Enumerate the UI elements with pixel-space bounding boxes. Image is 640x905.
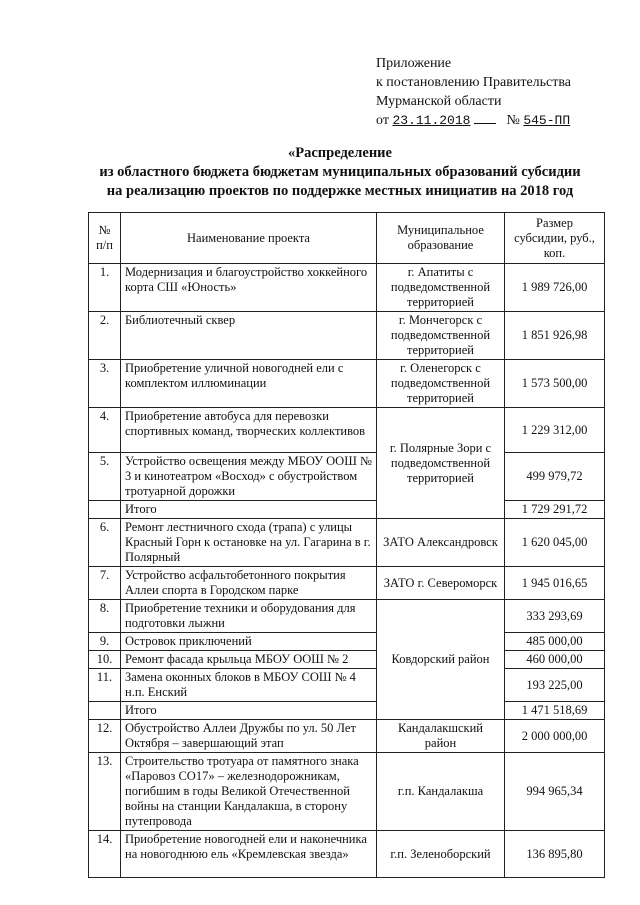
row-amount: 136 895,80 [505, 831, 605, 878]
row-name: Устройство асфальтобетонного покрытия Аллеи спорта в Городском парке [121, 567, 377, 600]
row-amount: 1 229 312,00 [505, 408, 605, 453]
row-amount: 499 979,72 [505, 453, 605, 501]
row-num [89, 501, 121, 519]
appendix-line-1: Приложение [376, 56, 452, 71]
row-num: 9. [89, 633, 121, 651]
row-amount: 994 965,34 [505, 753, 605, 831]
table-row [89, 753, 605, 831]
row-num [89, 702, 121, 720]
table-row [89, 720, 605, 753]
row-name: Обустройство Аллеи Дружбы по ул. 50 Лет Октября – завершающий этап [121, 720, 377, 753]
appendix-line-2: к постановлению Правительства [376, 75, 572, 90]
row-amount: 460 000,00 [505, 651, 605, 669]
table-header-row [89, 213, 605, 264]
row-municipality: г. Мончегорск с подведомственной территорией [377, 312, 505, 360]
row-name: Модернизация и благоустройство хоккейного корта СШ «Юность» [121, 264, 377, 312]
title-line-2: из областного бюджета бюджетам муниципальных образований субсидии [99, 164, 581, 180]
subsidy-table [88, 212, 605, 878]
row-num: 8. [89, 600, 121, 633]
row-municipality: Кандалакшский район [377, 720, 505, 753]
row-num: 7. [89, 567, 121, 600]
table-row [89, 453, 605, 501]
row-name: Итого [121, 501, 377, 519]
decree-number: 545-ПП [523, 113, 571, 128]
row-municipality: г.п. Кандалакша [377, 753, 505, 831]
appendix-line-3: Мурманской области [376, 94, 502, 109]
row-amount: 1 851 926,98 [505, 312, 605, 360]
table-row [89, 633, 605, 651]
row-amount: 1 989 726,00 [505, 264, 605, 312]
header-name: Наименование проекта [121, 213, 377, 264]
table-row [89, 519, 605, 567]
decree-date: 23.11.2018 [392, 113, 471, 128]
header-municipality: Муниципальное образование [377, 213, 505, 264]
row-name: Библиотечный сквер [121, 312, 377, 360]
row-amount: 1 945 016,65 [505, 567, 605, 600]
row-num: 6. [89, 519, 121, 567]
table-row [89, 651, 605, 669]
row-name: Ремонт фасада крыльца МБОУ ООШ № 2 [121, 651, 377, 669]
date-underline [474, 123, 496, 124]
row-name: Островок приключений [121, 633, 377, 651]
table-row [89, 408, 605, 453]
table-row [89, 669, 605, 702]
row-amount: 2 000 000,00 [505, 720, 605, 753]
row-num: 10. [89, 651, 121, 669]
row-num: 2. [89, 312, 121, 360]
header-amount: Размер субсидии, руб., коп. [505, 213, 605, 264]
table-row [89, 264, 605, 312]
row-amount: 1 729 291,72 [505, 501, 605, 519]
row-name: Приобретение новогодней ели и наконечника на новогоднюю ель «Кремлевская звезда» [121, 831, 377, 878]
row-amount: 1 573 500,00 [505, 360, 605, 408]
row-num: 1. [89, 264, 121, 312]
table-row [89, 831, 605, 878]
row-amount: 1 471 518,69 [505, 702, 605, 720]
row-name: Приобретение техники и оборудования для подготовки лыжни [121, 600, 377, 633]
document-title [40, 144, 640, 201]
row-num: 14. [89, 831, 121, 878]
row-amount: 485 000,00 [505, 633, 605, 651]
row-municipality: г. Полярные Зори с подведомственной территорией [377, 408, 505, 519]
subtotal-row [89, 702, 605, 720]
row-name: Итого [121, 702, 377, 720]
row-municipality: ЗАТО Александровск [377, 519, 505, 567]
row-num: 12. [89, 720, 121, 753]
number-prefix: № [506, 113, 520, 128]
row-num: 5. [89, 453, 121, 501]
date-prefix: от [376, 113, 389, 128]
table-row [89, 312, 605, 360]
row-name: Строительство тротуара от памятного знака «Паровоз СО17» – железнодорожникам, погибшим в годы Великой Отечественной войны на станции Кандалакша, в сторону путепровода [121, 753, 377, 831]
row-num: 3. [89, 360, 121, 408]
row-num: 13. [89, 753, 121, 831]
appendix-date-line [376, 111, 571, 130]
row-municipality: г.п. Зеленоборский [377, 831, 505, 878]
table-row [89, 360, 605, 408]
table-row [89, 600, 605, 633]
title-line-3: на реализацию проектов по поддержке местных инициатив на 2018 год [106, 183, 574, 199]
row-amount: 193 225,00 [505, 669, 605, 702]
row-name: Устройство освещения между МБОУ ООШ № 3 и кинотеатром «Восход» с обустройством тротуарной дорожки [121, 453, 377, 501]
subtotal-row [89, 501, 605, 519]
table-row [89, 567, 605, 600]
row-municipality: ЗАТО г. Североморск [377, 567, 505, 600]
row-municipality: г. Апатиты с подведомственной территорией [377, 264, 505, 312]
row-amount: 1 620 045,00 [505, 519, 605, 567]
row-name: Замена оконных блоков в МБОУ СОШ № 4 н.п. Енский [121, 669, 377, 702]
row-municipality: г. Оленегорск с подведомственной территорией [377, 360, 505, 408]
row-num: 4. [89, 408, 121, 453]
row-name: Ремонт лестничного схода (трапа) с улицы Красный Горн к остановке на ул. Гагарина в г. Полярный [121, 519, 377, 567]
row-num: 11. [89, 669, 121, 702]
row-name: Приобретение автобуса для перевозки спортивных команд, творческих коллективов [121, 408, 377, 453]
row-name: Приобретение уличной новогодней ели с комплектом иллюминации [121, 360, 377, 408]
appendix-block [376, 54, 571, 130]
row-municipality: Ковдорский район [377, 600, 505, 720]
row-amount: 333 293,69 [505, 600, 605, 633]
header-num: № п/п [89, 213, 121, 264]
title-line-1: «Распределение [288, 145, 392, 161]
